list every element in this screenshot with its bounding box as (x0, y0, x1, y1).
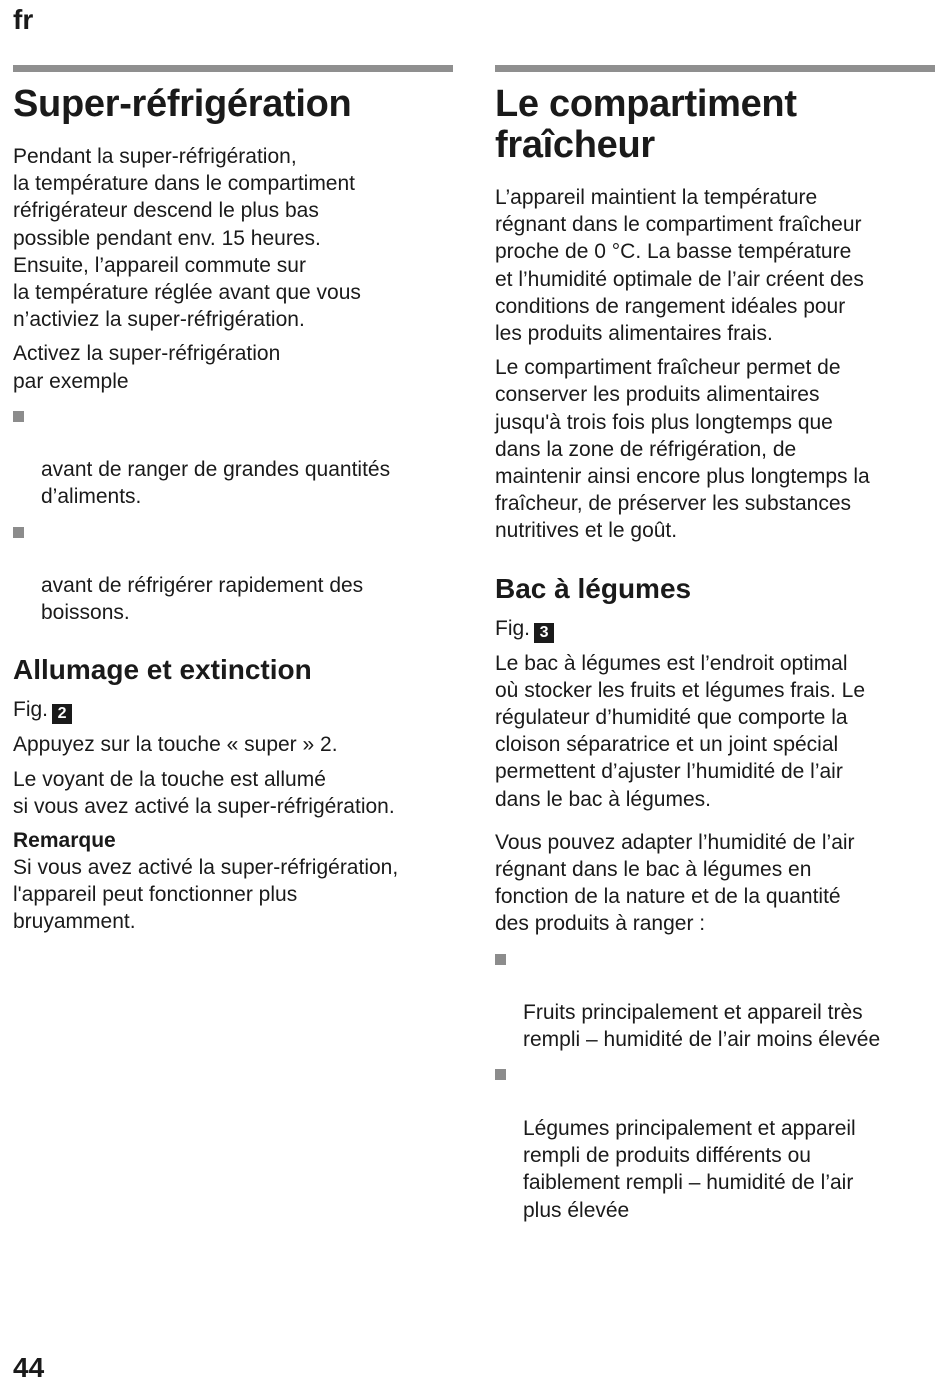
section-title: Le compartiment fraîcheur (495, 83, 797, 166)
section-divider (495, 65, 935, 72)
subsection-title: Bac à légumes (495, 572, 692, 604)
note-title: Remarque (13, 829, 116, 853)
list-item (13, 518, 453, 627)
list-item (13, 402, 453, 511)
left-column (13, 65, 453, 943)
figure-label: Fig. (13, 698, 49, 722)
list-item-text: avant de ranger de grandes quantités d’aliments. (41, 458, 391, 509)
figure-reference (13, 696, 453, 724)
square-bullet-icon (495, 954, 506, 965)
list-item (495, 1060, 935, 1223)
crisper-paragraph-1: Le bac à légumes est l’endroit optimal où stocker les fruits et légumes frais. Le régulateur d’humidité que comporte la cloison séparatrice et un joint spécial permettent d’ajuster l’humidité de l’air dans le bac à légumes. (495, 651, 865, 811)
figure-reference (495, 615, 935, 643)
press-instruction: Appuyez sur la touche « super » 2. (13, 733, 338, 757)
note-text: Si vous avez activé la super-réfrigération, l'appareil peut fonctionner plus bruyamment. (13, 856, 399, 934)
square-bullet-icon (13, 411, 24, 422)
list-item-text: Légumes principalement et appareil rempli de produits différents ou faiblement rempli – humidité de l’air plus élevée (523, 1116, 856, 1222)
list-item-text: Fruits principalement et appareil très rempli – humidité de l’air moins élevée (523, 1001, 881, 1052)
activate-paragraph: Activez la super-réfrigération par exemple (13, 342, 281, 393)
freshness-paragraph-2: Le compartiment fraîcheur permet de conserver les produits alimentaires jusqu'à trois fois plus longtemps que dans la zone de réfrigération, de maintenir ainsi encore plus longtemps la fraîcheur, de préserver les substances nutritives et le goût. (495, 356, 870, 543)
crisper-paragraph-2: Vous pouvez adapter l’humidité de l’air régnant dans le bac à légumes en fonction de la nature et de la quantité des produits à ranger : (495, 830, 855, 936)
figure-label: Fig. (495, 616, 531, 640)
page-number: 44 (13, 1352, 45, 1383)
right-column (495, 65, 935, 1231)
language-code: fr (13, 4, 34, 35)
indicator-paragraph: Le voyant de la touche est allumé si vous avez activé la super-réfrigération. (13, 767, 395, 818)
freshness-paragraph-1: L’appareil maintient la température régnant dans le compartiment fraîcheur proche de 0 °C. La basse température et l’humidité optimale de l’air créent des conditions de rangement idéales pour les produits alimentaires frais. (495, 186, 864, 346)
section-title: Super-réfrigération (13, 83, 352, 125)
bullet-list (495, 945, 935, 1224)
bullet-list (13, 402, 453, 627)
square-bullet-icon (13, 527, 24, 538)
list-item-text: avant de réfrigérer rapidement des boissons. (41, 574, 364, 625)
subsection-title: Allumage et extinction (13, 654, 312, 686)
intro-paragraph: Pendant la super-réfrigération, la température dans le compartiment réfrigérateur descend le plus bas possible pendant env. 15 heures. Ensuite, l’appareil commute sur la température réglée avant que vous n’activiez la super-réfrigération. (13, 145, 361, 332)
figure-number-badge: 3 (534, 623, 554, 643)
section-divider (13, 65, 453, 72)
list-item (495, 945, 935, 1054)
figure-number-badge: 2 (52, 704, 72, 724)
square-bullet-icon (495, 1069, 506, 1080)
